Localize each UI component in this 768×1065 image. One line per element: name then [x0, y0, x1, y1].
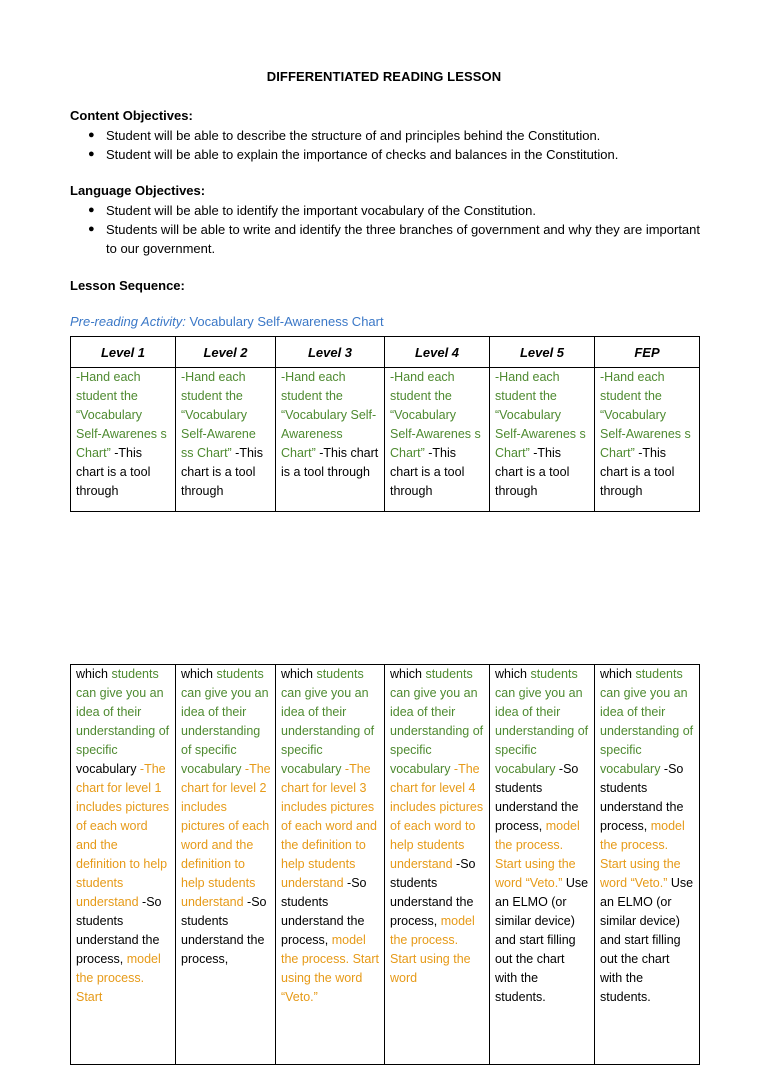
cell-text-segment: students can give you an idea of their understanding of specific vocabulary: [495, 667, 589, 776]
cell-text-segment: -The chart for level 3 includes pictures of each word and the definition to help students understand: [281, 762, 377, 890]
cell-text-segment: -Hand each student the “Vocabulary Self-Awareness Chart”: [281, 370, 377, 460]
table-cell: [276, 368, 385, 512]
table-header-cell: Level 2: [176, 337, 276, 368]
cell-text-segment: which: [181, 667, 217, 681]
list-item-text: Student will be able to describe the structure of and principles behind the Constitution.: [106, 128, 601, 143]
cell-text-segment: -Hand each student the “Vocabulary Self-Awarenes s Chart”: [76, 370, 167, 460]
content-objectives-heading: Content Objectives:: [70, 108, 193, 123]
table-header-row: [71, 337, 700, 368]
bullet-icon: ●: [88, 148, 95, 160]
cell-text-segment: students can give you an idea of their understanding of specific vocabulary: [181, 667, 269, 776]
cell-text-segment: -The chart for level 2 includes pictures of each word and the definition to help students understand: [181, 762, 271, 909]
table-header-cell: Level 5: [490, 337, 595, 368]
cell-text-segment: -So students understand the process,: [181, 895, 267, 966]
list-item-text: Student will be able to identify the important vocabulary of the Constitution.: [106, 203, 536, 218]
cell-text-segment: -Hand each student the “Vocabulary Self-Awarenes s Chart”: [600, 370, 691, 460]
list-item: [70, 201, 710, 220]
cell-text-segment: students can give you an idea of their understanding of specific vocabulary: [281, 667, 375, 776]
bullet-icon: ●: [88, 204, 95, 216]
cell-text-segment: model the process. Start using the word “Veto.”: [495, 819, 580, 890]
language-objectives-heading: Language Objectives:: [70, 183, 206, 198]
content-objectives-list: [70, 126, 710, 164]
table-cell: [71, 665, 176, 1065]
list-item-text: Student will be able to explain the importance of checks and balances in the Constitution.: [106, 147, 619, 162]
cell-text-segment: -The chart for level 4 includes pictures of each word to help students understand: [390, 762, 484, 871]
list-item: [70, 220, 710, 258]
cell-text-segment: -So students understand the process,: [600, 762, 684, 833]
language-objectives-list: [70, 201, 710, 258]
cell-text-segment: vocabulary: [76, 762, 137, 776]
table-header-cell: Level 3: [276, 337, 385, 368]
pre-reading-label: Pre-reading Activity:: [70, 314, 186, 329]
cell-text-segment: Use an ELMO (or similar device) and start filling out the chart with the students.: [600, 876, 694, 1004]
table-row: [71, 665, 700, 1065]
table-cell: [385, 368, 490, 512]
table-cell: [276, 665, 385, 1065]
pre-reading-text: Vocabulary Self-Awareness Chart: [185, 314, 384, 329]
bullet-icon: ●: [88, 223, 95, 235]
levels-table-top: [70, 336, 700, 512]
table-header-cell: Level 1: [71, 337, 176, 368]
table-header-cell: FEP: [595, 337, 700, 368]
cell-text-segment: -So students understand the process,: [495, 762, 579, 833]
table-cell: [595, 665, 700, 1065]
cell-text-segment: -So students understand the process,: [281, 876, 367, 947]
table-cell: [490, 368, 595, 512]
cell-text-segment: -This chart is a tool through: [181, 446, 263, 498]
cell-text-segment: -So students understand the process,: [76, 895, 162, 966]
table-cell: [385, 665, 490, 1065]
lesson-sequence-heading: Lesson Sequence:: [70, 278, 185, 293]
cell-text-segment: -Hand each student the “Vocabulary Self-Awarene ss Chart”: [181, 370, 256, 460]
cell-text-segment: model the process. Start using the word “Veto.”: [281, 933, 379, 1004]
table-cell: [595, 368, 700, 512]
cell-text-segment: students can give you an idea of their understanding of specific vocabulary: [600, 667, 694, 776]
cell-text-segment: -The chart for level 1 includes pictures of each word and the definition to help students understand: [76, 762, 170, 909]
cell-text-segment: -This chart is a tool through: [76, 446, 151, 498]
cell-text-segment: -This chart is a tool through: [390, 446, 465, 498]
cell-text-segment: Use an ELMO (or similar device) and start filling out the chart with the students.: [495, 876, 589, 1004]
table-header-cell: Level 4: [385, 337, 490, 368]
table-cell: [176, 665, 276, 1065]
levels-table-continued: [70, 664, 700, 1065]
cell-text-segment: students can give you an idea of their understanding of specific: [76, 667, 170, 757]
list-item: [70, 145, 710, 164]
cell-text-segment: -This chart is a tool through: [495, 446, 570, 498]
cell-text-segment: -Hand each student the “Vocabulary Self-Awarenes s Chart”: [390, 370, 481, 460]
cell-text-segment: which: [600, 667, 636, 681]
bullet-icon: ●: [88, 129, 95, 141]
list-item-text: Students will be able to write and identify the three branches of government and why they are important to our government.: [106, 222, 701, 256]
pre-reading-activity: [70, 314, 384, 329]
cell-text-segment: which: [281, 667, 317, 681]
cell-text-segment: which: [495, 667, 531, 681]
cell-text-segment: -Hand each student the “Vocabulary Self-Awarenes s Chart”: [495, 370, 586, 460]
cell-text-segment: students can give you an idea of their understanding of specific vocabulary: [390, 667, 484, 776]
table-cell: [176, 368, 276, 512]
cell-text-segment: model the process. Start using the word: [390, 914, 475, 985]
cell-text-segment: which: [76, 667, 112, 681]
cell-text-segment: model the process. Start: [76, 952, 161, 1004]
table-cell: [71, 368, 176, 512]
cell-text-segment: -This chart is a tool through: [281, 446, 379, 479]
table-cell: [490, 665, 595, 1065]
cell-text-segment: which: [390, 667, 426, 681]
cell-text-segment: model the process. Start using the word “Veto.”: [600, 819, 685, 890]
cell-text-segment: -So students understand the process,: [390, 857, 476, 928]
cell-text-segment: -This chart is a tool through: [600, 446, 675, 498]
table-row: [71, 368, 700, 512]
list-item: [70, 126, 710, 145]
page-title: DIFFERENTIATED READING LESSON: [266, 69, 502, 84]
